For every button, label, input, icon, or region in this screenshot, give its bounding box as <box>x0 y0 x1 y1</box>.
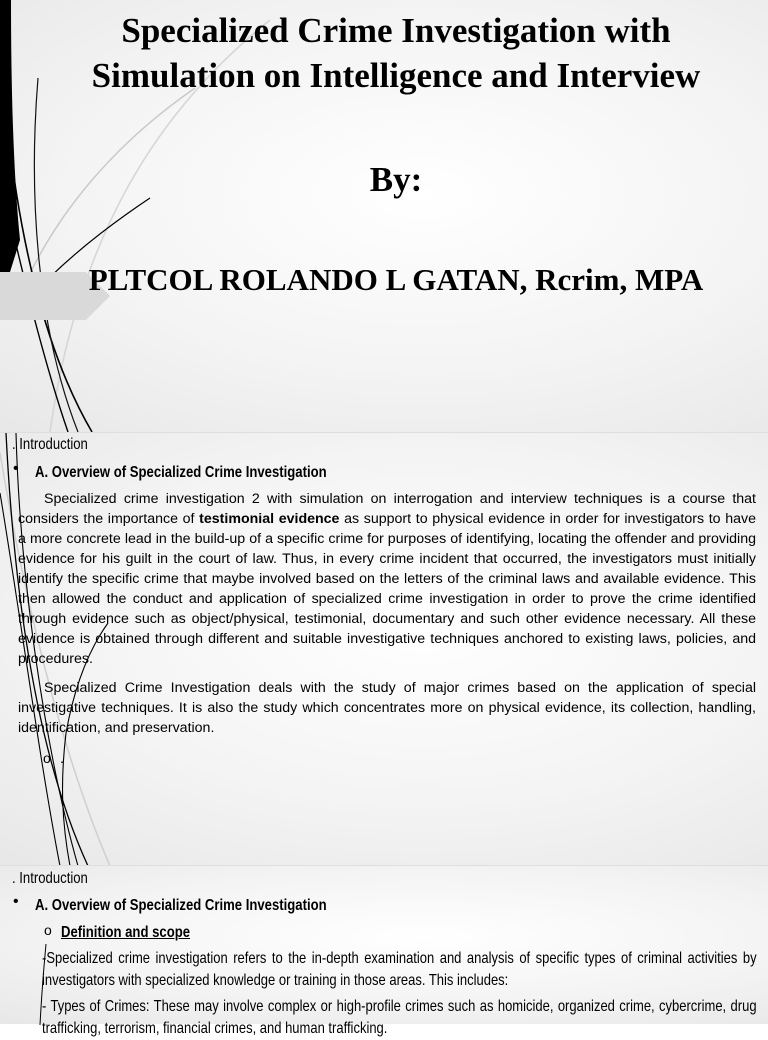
cover-title-line-1: Specialized Crime Investigation with <box>121 11 671 50</box>
bullet-marker: • <box>13 460 19 477</box>
paragraph-text: as support to physical evidence in order for investigators to have a more concrete lead in the build-up of a specific crime for purposes of identifying, locating the offender and providing evidence for his guilt in the court of law. Thus, in every crime incident that occurred, the investigators must initially identify the specific crime that maybe involved based on the letters of the criminal laws and available evidence. This then allowed the conduct and application of specialized crime investigation in order to prove the crime identified through evidence such as object/physical, testimonial, documentary and such other evidence necessary. All these evidence is obtained through different and suitable investigative techniques anchored to existing laws, policies, and procedures. <box>18 511 756 667</box>
sub-heading: Definition and scope <box>61 924 191 941</box>
paragraph: Specialized Crime Investigation deals with the study of major crimes based on the application of special investigative techniques. It is also the study which concentrates more on physical evidence, its collection, handling, identification, and preservation. <box>18 680 756 736</box>
slide-cover <box>0 0 768 432</box>
paragraph: -Specialized crime investigation refers to the in-depth examination and analysis of specific types of criminal activities by investigators with specialized knowledge or training in those areas. This includes: <box>42 950 757 989</box>
slide-introduction-overview <box>0 432 768 865</box>
slide-body <box>42 948 757 1040</box>
paragraph: - Types of Crimes: These may involve complex or high-profile crimes such as homicide, organized crime, cybercrime, drug trafficking, terrorism, financial crimes, and human trafficking. <box>42 998 757 1037</box>
author-name: PLTCOL ROLANDO L GATAN, Rcrim, MPA <box>88 262 704 297</box>
bullet-heading: A. Overview of Specialized Crime Investigation <box>35 897 327 914</box>
decorative-curve-line <box>34 78 78 432</box>
section-label: . Introduction <box>12 436 88 453</box>
cover-title <box>24 8 768 98</box>
sub-bullet-marker: o <box>44 922 52 938</box>
bullet-heading: A. Overview of Specialized Crime Investigation <box>35 464 327 481</box>
slide-body <box>18 489 756 738</box>
paragraph-text: Specialized crime investigation 2 with simulation on interrogation and interview techniques is a course that considers the importance of <box>18 491 756 527</box>
emphasized-term: testimonial evidence <box>199 511 340 527</box>
sub-bullet-text: . <box>60 750 64 766</box>
cover-title-line-2: Simulation on Intelligence and Interview <box>91 56 701 95</box>
section-label: . Introduction <box>12 870 88 887</box>
sub-bullet-marker: o <box>43 750 51 766</box>
bullet-marker: • <box>13 893 19 910</box>
by-label: By: <box>369 160 423 199</box>
decorative-left-band <box>0 0 20 272</box>
slide-definition-scope <box>0 865 768 1037</box>
paragraph <box>18 489 756 669</box>
